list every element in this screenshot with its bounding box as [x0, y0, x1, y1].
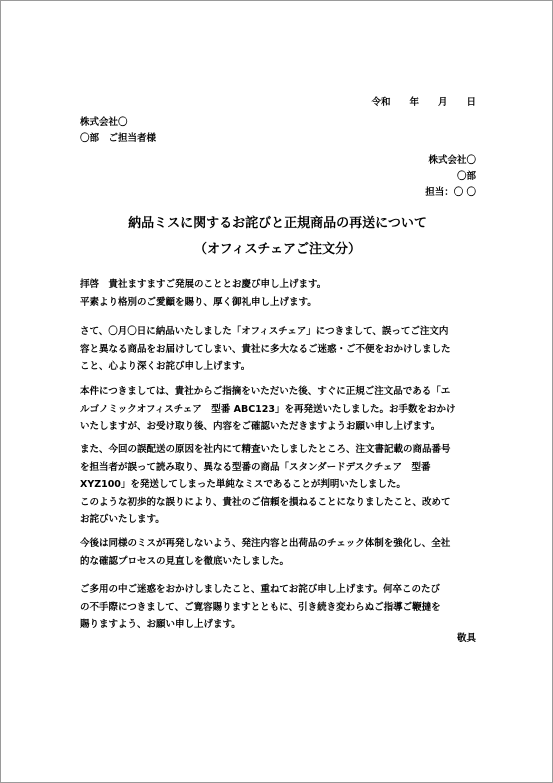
sender-company: 株式会社〇: [428, 155, 476, 166]
body-line: お詫びいたします。: [80, 514, 165, 525]
document-subtitle: （オフィスチェアご注文分）: [194, 242, 361, 257]
paragraph-1: [80, 323, 480, 376]
greeting-paragraph: [80, 276, 480, 311]
document-title: 納品ミスに関するお詫びと正規商品の再送について: [128, 216, 427, 231]
body-line: こと、心より深くお詫び申し上げます。: [80, 361, 251, 372]
paragraph-2: [80, 383, 480, 436]
recipient-company: 株式会社〇: [80, 117, 128, 128]
recipient-person: 〇部 ご担当者様: [80, 133, 157, 144]
paragraph-5: [80, 581, 480, 634]
body-line: このような初歩的な誤りにより、貴社のご信頼を損ねることになりましたこと、改めて: [80, 496, 451, 508]
closing-keigu: 敬具: [456, 633, 476, 644]
body-line: 平素より格別のご愛顧を賜り、厚く御礼申し上げます。: [80, 296, 317, 308]
body-line: いたしますが、お受け取り後、内容をご確認いただきますようお願い申し上げます。: [80, 421, 441, 432]
body-line: の不手際につきまして、ご寛容賜りますとともに、引き続き変わらぬご指導ご鞭撻を: [80, 601, 441, 613]
date: 令和 年 月 日: [371, 97, 476, 108]
sender-contact: 担当：〇 〇: [425, 187, 476, 198]
sender-department: 〇部: [456, 171, 476, 182]
body-line: ご多用の中ご迷惑をおかけしましたこと、重ねてお詫び申し上げます。何卒このたび: [80, 584, 441, 595]
body-line: 的な確認プロセスの見直しを徹底いたしました。: [80, 555, 290, 567]
body-line: また、今回の誤配送の原因を社内にて精査いたしましたところ、注文書記載の商品番号: [80, 444, 451, 455]
body-line: を担当者が誤って読み取り、異なる型番の商品「スタンダードデスクチェア 型番: [80, 461, 431, 473]
paragraph-4: [80, 535, 480, 570]
body-line: 賜りますよう、お願い申し上げます。: [80, 619, 241, 630]
body-line: 容と異なる商品をお届けしてしまい、貴社に多大なるご迷惑・ご不便をおかけしました: [80, 343, 451, 355]
paragraph-3: [80, 441, 480, 529]
body-line: 拝啓 貴社ますますご発展のこととお慶び申し上げます。: [80, 279, 327, 290]
body-line: さて、〇月〇日に納品いたしました「オフィスチェア」につきまして、誤ってご注文内: [80, 326, 449, 337]
body-line: 本件につきましては、貴社からご指摘をいただいた後、すぐに正規ご注文品である「エ: [80, 386, 451, 397]
body-line: ルゴノミックオフィスチェア 型番 ABC123」を再発送いたしました。お手数をおかけ: [80, 403, 456, 415]
body-line: 今後は同様のミスが再発しないよう、発注内容と出荷品のチェック体制を強化し、全社: [80, 538, 451, 549]
body-line: XYZ100」を発送してしまった単純なミスであることが判明いたしました。: [80, 479, 406, 490]
